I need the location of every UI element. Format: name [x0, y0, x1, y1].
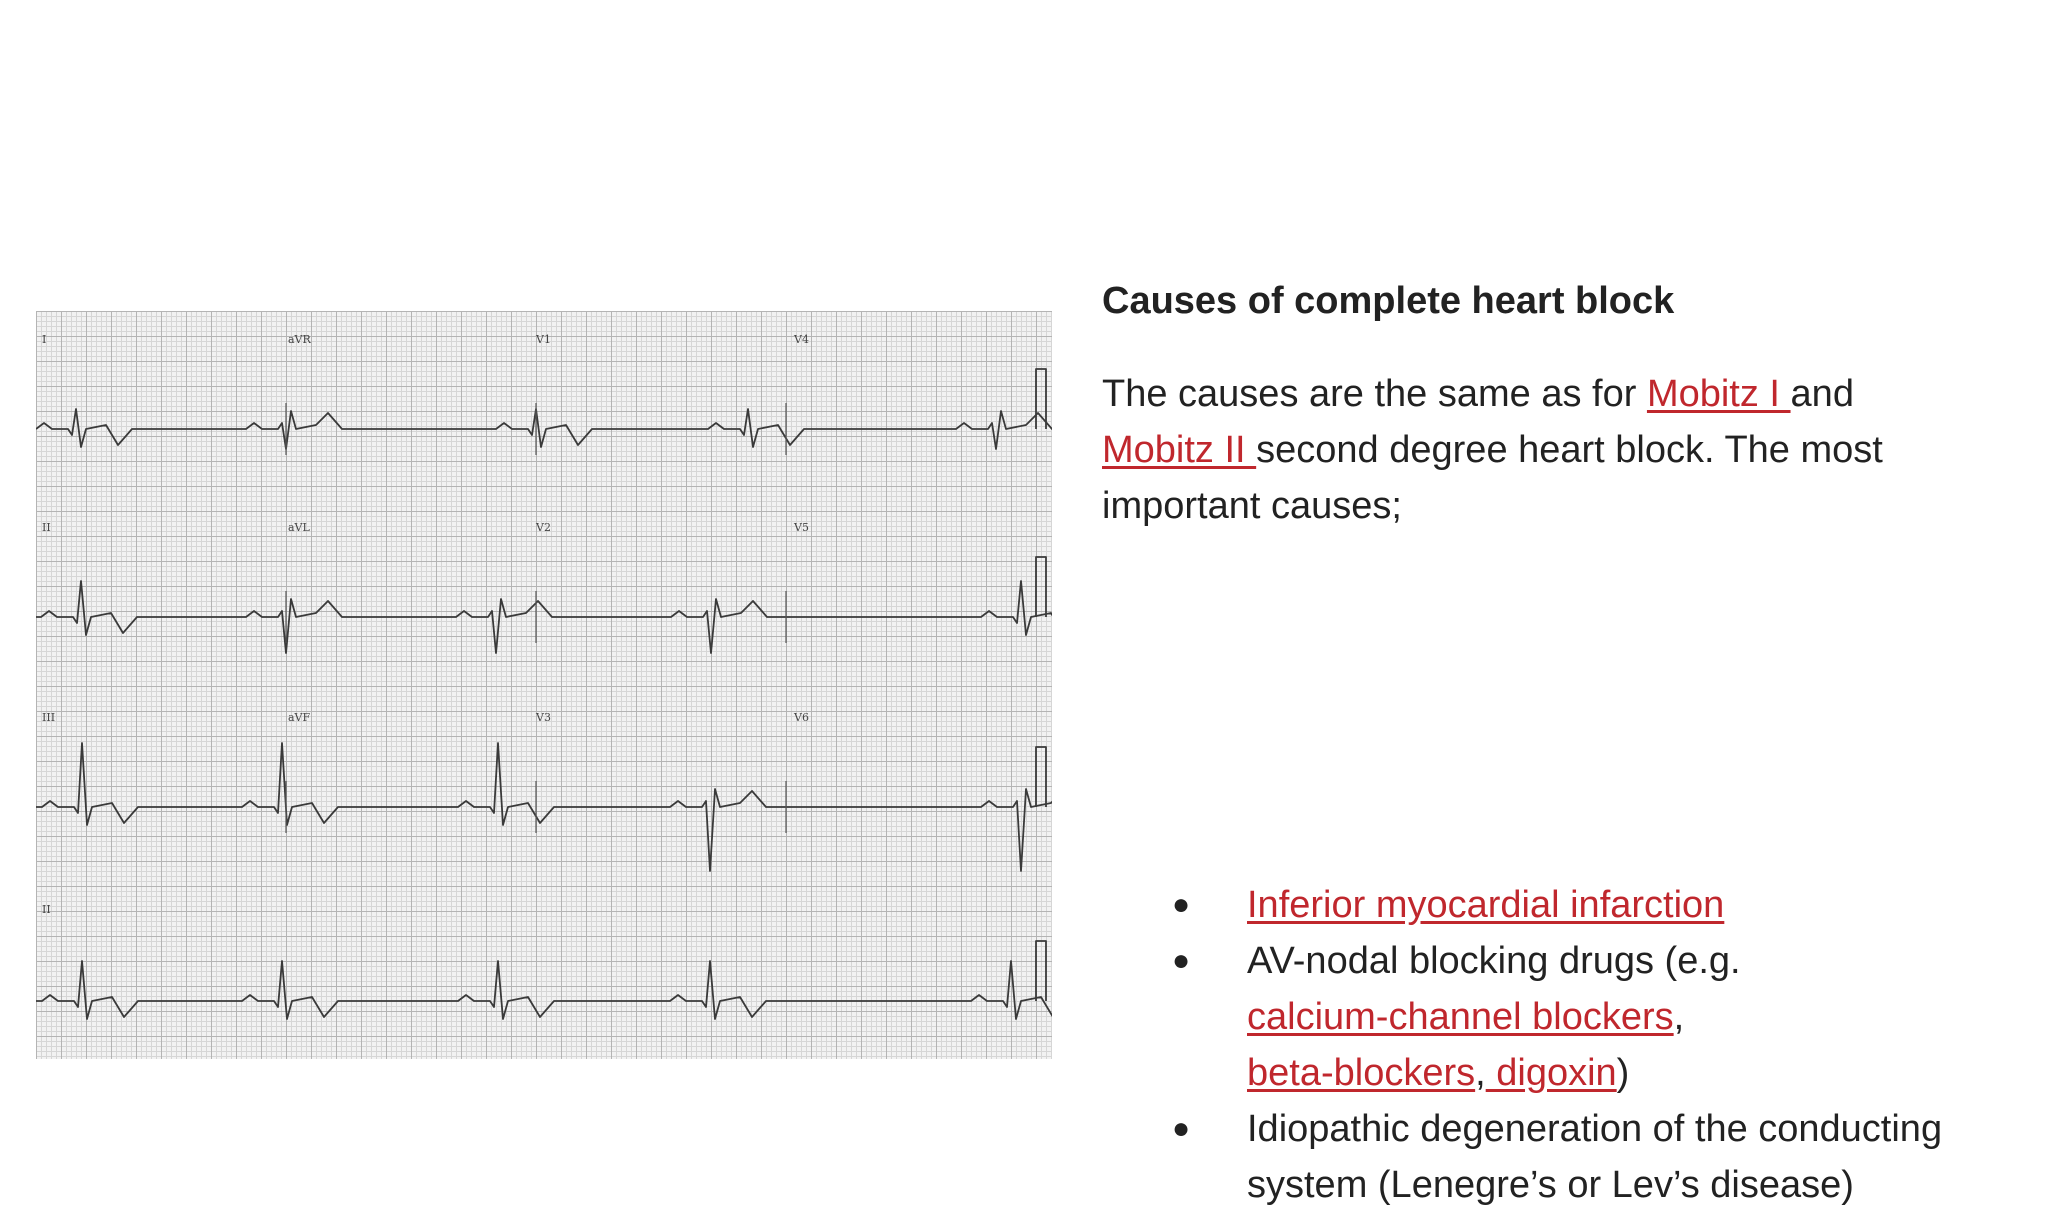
slide-heading: Causes of complete heart block — [1102, 280, 1675, 322]
ecg-trace-line — [36, 743, 1052, 871]
lead-label: V3 — [536, 711, 551, 724]
intro-paragraph — [1102, 366, 1982, 534]
lead-label: V1 — [536, 333, 551, 346]
bullet-2-comma-1: , — [1673, 996, 1685, 1038]
lead-label: V6 — [794, 711, 809, 724]
link-inferior-mi[interactable]: Inferior myocardial infarction — [1247, 884, 1725, 926]
link-beta-blockers[interactable]: beta-blockers — [1247, 1052, 1476, 1094]
lead-label: V4 — [794, 333, 809, 346]
calibration-pulse — [1036, 747, 1046, 807]
ecg-trace-line — [36, 961, 1052, 1019]
lead-label: II — [42, 521, 51, 534]
lead-label: I — [42, 333, 47, 346]
calibration-pulse — [1036, 941, 1046, 1001]
lead-label: aVR — [288, 333, 311, 346]
lead-label: II — [42, 903, 51, 916]
link-calcium-channel-blockers[interactable]: calcium-channel blockers — [1247, 996, 1674, 1038]
link-mobitz-2[interactable]: Mobitz II — [1102, 429, 1257, 471]
calibration-pulse — [1036, 557, 1046, 617]
ecg-trace-line — [36, 409, 1052, 449]
intro-text-2: and — [1790, 373, 1854, 415]
bullet-dot: ● — [1172, 944, 1191, 977]
intro-text-1: The causes are the same as for — [1102, 373, 1647, 415]
bullet-3-text: Idiopathic degeneration of the conducting system (Lenegre’s or Lev’s disease) — [1247, 1108, 1943, 1206]
ecg-image — [36, 311, 1052, 1059]
bullet-2-text: AV-nodal blocking drugs (e.g. — [1247, 940, 1741, 982]
list-item — [1102, 1101, 1982, 1213]
lead-label: III — [42, 711, 56, 724]
lead-label: aVF — [288, 711, 311, 724]
intro-text-3: second degree heart block. The most important causes; — [1102, 429, 1883, 527]
lead-label: aVL — [288, 521, 310, 534]
link-digoxin[interactable]: digoxin — [1485, 1052, 1617, 1094]
list-item — [1102, 933, 1982, 1101]
list-item — [1102, 877, 1982, 933]
bullet-dot: ● — [1172, 1112, 1191, 1145]
bullet-2-comma-2: , — [1475, 1052, 1486, 1094]
bullet-dot: ● — [1172, 888, 1191, 921]
causes-list — [1102, 877, 1982, 1213]
link-mobitz-1[interactable]: Mobitz I — [1646, 373, 1791, 415]
ecg-trace-line — [36, 581, 1052, 653]
lead-label: V5 — [794, 521, 809, 534]
lead-label: V2 — [536, 521, 551, 534]
bullet-2-close: ) — [1616, 1052, 1630, 1094]
ecg-trace-canvas — [36, 311, 1052, 1059]
